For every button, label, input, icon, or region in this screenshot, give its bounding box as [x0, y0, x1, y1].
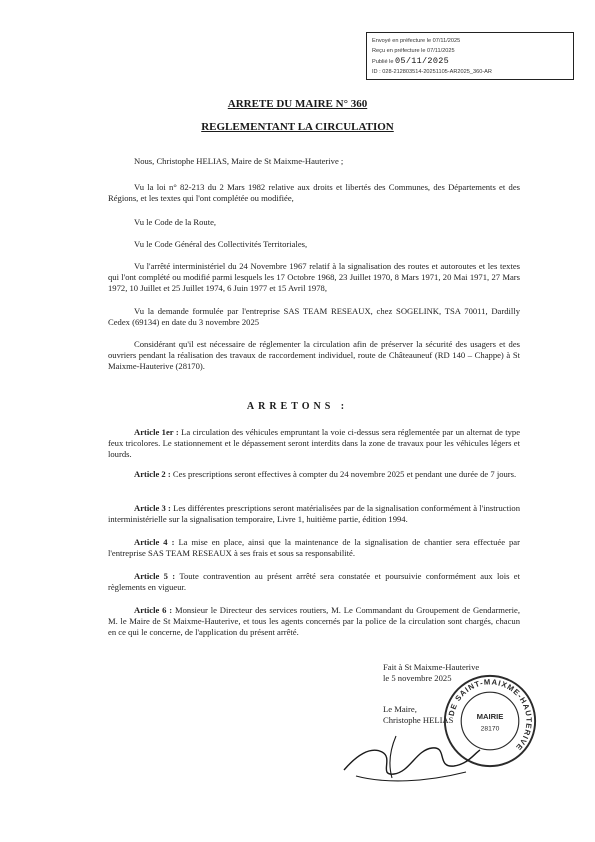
handwritten-signature	[336, 728, 486, 788]
article-2-text: Ces prescriptions seront effectives à compter du 24 novembre 2025 et pendant une durée de 7 jours.	[172, 469, 517, 479]
signature-place: Fait à St Maixme-Hauterive	[383, 662, 480, 672]
vu-paragraph-5: Vu la demande formulée par l'entreprise SAS TEAM RESEAUX, chez SOGELINK, TSA 70011, Dardilly Cedex (69134) en date du 3 novembre 2025	[108, 306, 520, 327]
article-6-label: Article 6 :	[134, 605, 173, 615]
signature-date: le 5 novembre 2025	[383, 673, 452, 683]
considerant-paragraph: Considérant qu'il est nécessaire de réglementer la circulation afin de préserver la sécurité des usagers et des ouvriers pendant la réalisation des travaux de raccordement individuel, route de Châteauneuf (RD 140 – Chappe) à St Maixme-Hauterive (28170).	[108, 339, 520, 371]
prefecture-receipt-stamp	[366, 32, 574, 80]
vu-paragraph-2: Vu le Code de la Route,	[134, 217, 217, 227]
article-3	[108, 503, 520, 525]
article-1-text: La circulation des véhicules empruntant la voie ci-dessus sera réglementée par un alternat de type feux tricolores. Le stationnement et le dépassement seront interdits dans la zone de travaux pour les véhicules légers et lourds.	[108, 427, 521, 459]
document-subtitle: REGLEMENTANT LA CIRCULATION	[201, 121, 394, 133]
stamp-sent-line: Envoyé en préfecture le 07/11/2025	[372, 38, 461, 44]
article-6	[108, 605, 520, 638]
signature-role: Le Maire,	[383, 704, 417, 714]
seal-ring-text: DE SAINT-MAIXME-HAUTERIVE	[446, 677, 534, 753]
article-4-label: Article 4 :	[134, 537, 175, 547]
arretons-heading: ARRETONS :	[246, 401, 349, 412]
seal-center-text: MAIRIE	[476, 712, 504, 722]
article-5-label: Article 5 :	[134, 571, 176, 581]
article-1	[108, 427, 520, 460]
article-4-text: La mise en place, ainsi que la maintenance de la signalisation de chantier sera effectuée par l'entreprise SAS TEAM RESEAUX à ses frais et sous sa responsabilité.	[108, 537, 520, 558]
stamp-published-label: Publié le	[372, 59, 394, 65]
article-2	[108, 469, 520, 480]
intro-paragraph: Nous, Christophe HELIAS, Maire de St Maixme-Hauterive ;	[134, 156, 344, 166]
article-1-label: Article 1er :	[134, 427, 179, 437]
vu-paragraph-3: Vu le Code Général des Collectivités Territoriales,	[134, 239, 308, 249]
stamp-received-line: Reçu en préfecture le 07/11/2025	[372, 48, 455, 54]
stamp-id-line: ID : 028-212803514-20251105-AR2025_360-AR	[372, 69, 492, 75]
signature-name: Christophe HELIAS	[383, 715, 454, 725]
seal-dept-text: 28170	[480, 725, 500, 733]
article-4	[108, 537, 520, 559]
article-3-text: Les différentes prescriptions seront matérialisées par de la signalisation conformément à l'instruction interministérielle sur la signalisation temporaire, Livre 1, huitième partie, édition 1994.	[108, 503, 520, 524]
stamp-published-line	[372, 56, 568, 67]
article-5	[108, 571, 520, 593]
article-2-label: Article 2 :	[134, 469, 171, 479]
article-3-label: Article 3 :	[134, 503, 171, 513]
vu-paragraph-4: Vu l'arrêté interministériel du 24 Novembre 1967 relatif à la signalisation des routes et autoroutes et les textes qui l'ont complété ou modifié parmi lesquels les 17 Octobre 1968, 23 Juillet 1970, 8 Mars 1971, 20 Mai 1971, 27 Mars 1972, 10 Juillet et 25 Juillet 1974, 6 Juin 1977 et 15 Avril 1978,	[108, 261, 520, 293]
stamp-published-value: 05/11/2025	[395, 56, 450, 66]
article-6-text: Monsieur le Directeur des services routiers, M. Le Commandant du Groupement de Gendarmerie, M. le Maire de St Maixme-Hauterive, et tous les agents concernés par la police de la circulation sont chargés, chacun en ce qui le concerne, de l'application du présent arrêté.	[108, 605, 520, 637]
article-5-text: Toute contravention au présent arrêté sera constatée et poursuivie conformément aux lois et règlements en vigueur.	[108, 571, 520, 592]
vu-paragraph-1: Vu la loi n° 82-213 du 2 Mars 1982 relative aux droits et libertés des Communes, des Départements et des Régions, et les textes qui l'ont complétée ou modifiée,	[108, 182, 520, 203]
document-title: ARRETE DU MAIRE N° 360	[227, 98, 368, 110]
